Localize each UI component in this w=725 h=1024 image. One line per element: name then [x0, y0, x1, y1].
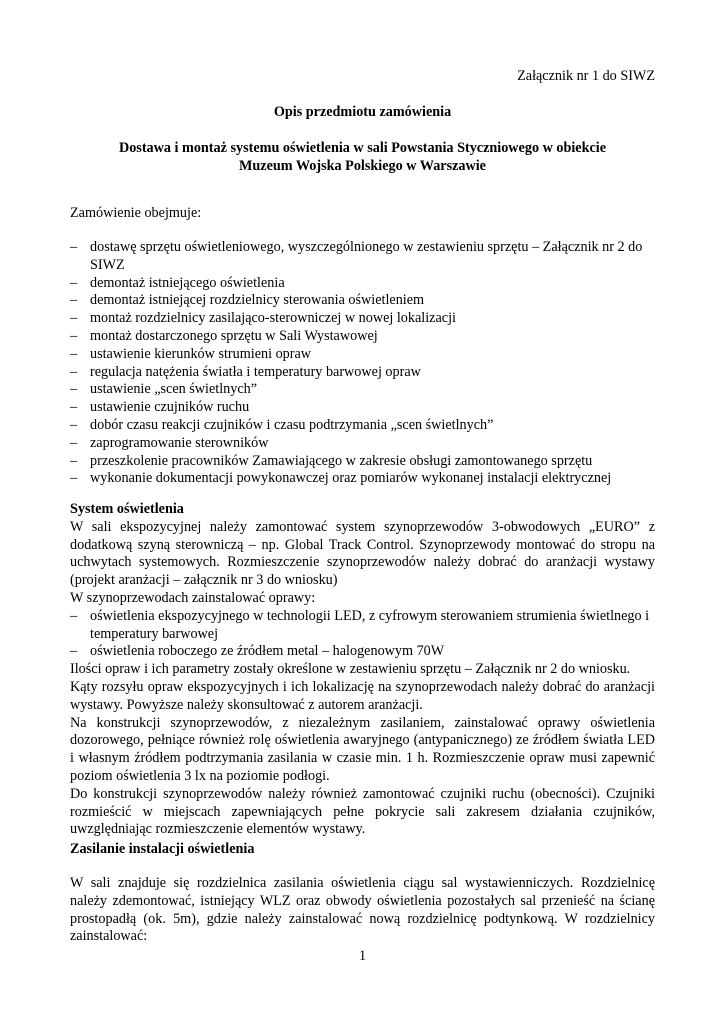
scope-item: – zaprogramowanie sterowników [70, 435, 655, 453]
lighting-paragraph: W szynoprzewodach zainstalować oprawy: [70, 589, 316, 606]
power-heading: Zasilanie instalacji oświetlenia [70, 841, 255, 857]
scope-item: – montaż rozdzielnicy zasilająco-sterowniczej w nowej lokalizacji [70, 310, 655, 328]
scope-item: – przeszkolenie pracowników Zamawiającego w zakresie obsługi zamontowanego sprzętu [70, 453, 655, 471]
fixture-item: – oświetlenia ekspozycyjnego w technologii LED, z cyfrowym sterowaniem strumienia świetlnego i temperatury barwowej [70, 608, 655, 644]
lighting-heading: System oświetlenia [70, 501, 184, 517]
subtitle-line-1: Dostawa i montaż systemu oświetlenia w sali Powstania Styczniowego w obiekcie [118, 140, 607, 156]
power-section [70, 875, 655, 946]
lighting-paragraph: Do konstrukcji szynoprzewodów należy również zamontować czujniki ruchu (obecności). Czujniki rozmieścić w miejscach zapewniających pełne pokrycie sali zakresem działania czujników, uwzględniając rozmieszczenie elementów wystawy. [70, 785, 655, 838]
annex-label: Załącznik nr 1 do SIWZ [517, 68, 655, 84]
fixture-item: – oświetlenia roboczego ze źródłem metal – halogenowym 70W [70, 643, 655, 661]
scope-item: – ustawienie czujników ruchu [70, 399, 655, 417]
lighting-paragraph: Ilości opraw i ich parametry zostały określone w zestawieniu sprzętu – Załącznik nr 2 do wniosku. [70, 661, 631, 678]
scope-item: – ustawienie kierunków strumieni opraw [70, 346, 655, 364]
scope-intro: Zamówienie obejmuje: [70, 205, 202, 221]
scope-item: – wykonanie dokumentacji powykonawczej oraz pomiarów wykonanej instalacji elektrycznej [70, 470, 655, 488]
power-paragraph: W sali znajduje się rozdzielnica zasilania oświetlenia ciągu sal wystawienniczych. Rozdzielnicę należy zdemontować, istniejący WLZ oraz obwody oświetlenia pozostałych sal przenieść na ścianę prostopadłą (ok. 5m), gdzie należy zainstalować nową rozdzielnicę podtynkową. W rozdzielnicy zainstalować: [70, 875, 655, 945]
document-title: Opis przedmiotu zamówienia [273, 104, 452, 120]
lighting-paragraph: Kąty rozsyłu opraw ekspozycyjnych i ich lokalizację na szynoprzewodach należy dobrać do aranżacji wystawy. Powyższe należy skonsultować z autorem aranżacji. [70, 678, 655, 713]
power-section-heading [70, 841, 655, 859]
scope-item: – regulacja natężenia światła i temperatury barwowej opraw [70, 364, 655, 382]
scope-item: – demontaż istniejącej rozdzielnicy sterowania oświetleniem [70, 292, 655, 310]
lighting-paragraph: W sali ekspozycyjnej należy zamontować system szynoprzewodów 3-obwodowych „EURO” z dodatkową szyną sterowniczą – np. Global Track Control. Szynoprzewody montować do stropu na uchwytach systemowych. Rozmieszczenie szynoprzewodów należy dobrać do aranżacji wystawy (projekt aranżacji – załącznik nr 3 do wniosku) [70, 518, 655, 589]
subtitle-line-2: Muzeum Wojska Polskiego w Warszawie [239, 158, 486, 174]
scope-item: – demontaż istniejącego oświetlenia [70, 275, 655, 293]
lighting-paragraph: Na konstrukcji szynoprzewodów, z niezależnym zasilaniem, zainstalować oprawy oświetlenia dozorowego, pełniące również rolę oświetlenia awaryjnego (antypanicznego) ze źródłem światła LED i własnym źródłem podtrzymania zasilania w czasie min. 1 h. Rozmieszczenie opraw musi zapewnić poziom oświetlenia 3 lx na poziomie podłogi. [70, 714, 655, 784]
fixture-list [70, 608, 655, 661]
scope-item: – ustawienie „scen świetlnych” [70, 381, 655, 399]
scope-item: – dostawę sprzętu oświetleniowego, wyszczególnionego w zestawieniu sprzętu – Załącznik nr 2 do SIWZ [70, 239, 655, 275]
page-number: 1 [358, 948, 367, 964]
scope-list [70, 239, 655, 488]
scope-item: – montaż dostarczonego sprzętu w Sali Wystawowej [70, 328, 655, 346]
scope-item: – dobór czasu reakcji czujników i czasu podtrzymania „scen świetlnych” [70, 417, 655, 435]
document-subtitle [70, 139, 655, 175]
lighting-section [70, 501, 655, 839]
